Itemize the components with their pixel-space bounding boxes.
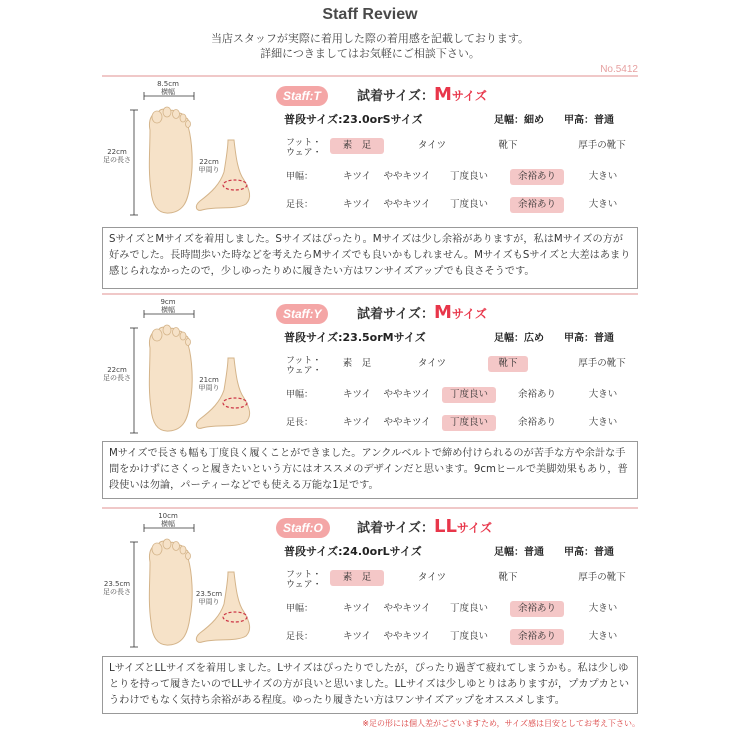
usual-size: 普段サイズ:24.0orLサイズ bbox=[284, 545, 422, 558]
length-option: 丁度良い bbox=[449, 199, 488, 210]
divider bbox=[102, 507, 638, 509]
staff-section bbox=[102, 298, 638, 443]
divider bbox=[102, 293, 638, 295]
foot-width: 足幅：普通 bbox=[494, 547, 544, 558]
girth-label: 23.5cm 甲周り bbox=[195, 590, 223, 606]
footwear-option: 厚手の靴下 bbox=[578, 358, 626, 369]
instep-label: 甲幅： bbox=[286, 604, 314, 614]
instep-height: 甲高：普通 bbox=[564, 547, 614, 558]
usual-size: 普段サイズ:23.5orMサイズ bbox=[284, 331, 426, 344]
girth-label: 21cm 甲周り bbox=[198, 376, 220, 392]
trial-size: 試着サイズ：LLサイズ bbox=[357, 516, 492, 537]
length-option: キツイ bbox=[342, 417, 372, 428]
footwear-option: 厚手の靴下 bbox=[578, 572, 626, 583]
instep-label: 甲幅： bbox=[286, 390, 314, 400]
staff-comment: SサイズとMサイズを着用しました。Sサイズはぴったり。Mサイズは少し余裕がありますが，私はMサイズの方が好みでした。長時間歩いた時などを考えたらMサイズでも良いかもしれません。MサイズもSサイズと大差はあまり感じられなかったので，少しゆったりめに履きたい方はワンサイズアップでも良さそうです。 bbox=[102, 227, 638, 289]
footwear-option: 靴下 bbox=[488, 356, 528, 372]
instep-option: 丁度良い bbox=[449, 603, 488, 614]
length-option: 余裕あり bbox=[517, 417, 556, 428]
footwear-option: 靴下 bbox=[498, 572, 518, 583]
length-option: 余裕あり bbox=[510, 197, 564, 213]
usual-size: 普段サイズ:23.0orSサイズ bbox=[284, 113, 423, 126]
staff-section bbox=[102, 80, 638, 225]
foot-length-label: 22cm 足の長さ bbox=[103, 366, 131, 382]
staff-badge: Staff:Y bbox=[276, 304, 328, 324]
length-option: キツイ bbox=[342, 631, 372, 642]
instep-option: 大きい bbox=[588, 171, 618, 182]
item-number: No.5412 bbox=[600, 64, 638, 75]
instep-option: ややキツイ bbox=[383, 171, 431, 182]
instep-option: 余裕あり bbox=[510, 601, 564, 617]
instep-option: 余裕あり bbox=[510, 169, 564, 185]
footwear-option: 靴下 bbox=[498, 140, 518, 151]
instep-option: ややキツイ bbox=[383, 603, 431, 614]
foot-width: 足幅：細め bbox=[494, 115, 544, 126]
trial-size: 試着サイズ：Mサイズ bbox=[357, 302, 487, 323]
foot-width-label: 9cm 横幅 bbox=[160, 298, 176, 314]
footwear-label: フット・ウェア・ bbox=[286, 138, 322, 158]
instep-option: キツイ bbox=[342, 389, 372, 400]
instep-option: ややキツイ bbox=[383, 389, 431, 400]
length-option: 丁度良い bbox=[442, 415, 496, 431]
foot-width-label: 8.5cm 横幅 bbox=[157, 80, 179, 96]
length-option: 大きい bbox=[588, 417, 618, 428]
footwear-label: フット・ウェア・ bbox=[286, 570, 322, 590]
intro-line-2: 詳細につきましてはお気軽にご相談下さい。 bbox=[260, 47, 480, 60]
instep-option: 大きい bbox=[588, 603, 618, 614]
length-option: 大きい bbox=[588, 631, 618, 642]
length-label: 足長： bbox=[286, 200, 314, 210]
foot-length-label: 22cm 足の長さ bbox=[103, 148, 131, 164]
length-option: 大きい bbox=[588, 199, 618, 210]
instep-option: キツイ bbox=[342, 603, 372, 614]
length-option: 丁度良い bbox=[449, 631, 488, 642]
instep-option: 余裕あり bbox=[517, 389, 556, 400]
girth-label: 22cm 甲周り bbox=[198, 158, 220, 174]
length-option: ややキツイ bbox=[383, 631, 431, 642]
divider bbox=[102, 75, 638, 77]
staff-comment: LサイズとLLサイズを着用しました。Lサイズはぴったりでしたが，ぴったり過ぎて疲れてしまうかも。私は少しゆとりを持って履きたいのでLLサイズの方が良いと思いました。LLサイズは少しゆとりはありますが，プカプカというわけでもなく気持ち余裕がある程度。ゆったり履きたい方はワンサイズアップをオススメします。 bbox=[102, 656, 638, 714]
foot-width-label: 10cm 横幅 bbox=[158, 512, 178, 528]
instep-label: 甲幅： bbox=[286, 172, 314, 182]
length-option: キツイ bbox=[342, 199, 372, 210]
length-option: ややキツイ bbox=[383, 199, 431, 210]
footwear-option: 素 足 bbox=[342, 358, 372, 369]
staff-section bbox=[102, 512, 638, 657]
foot-measure-area bbox=[102, 80, 272, 220]
length-label: 足長： bbox=[286, 632, 314, 642]
intro-line-1: 当店スタッフが実際に着用した際の着用感を記載しております。 bbox=[210, 32, 530, 45]
footer-note: ※足の形には個人差がございますため，サイズ感は目安としてお考え下さい。 bbox=[362, 719, 640, 728]
instep-option: キツイ bbox=[342, 171, 372, 182]
foot-measure-area bbox=[102, 298, 272, 438]
footwear-label: フット・ウェア・ bbox=[286, 356, 322, 376]
page-title: Staff Review bbox=[322, 6, 418, 23]
staff-badge: Staff:O bbox=[276, 518, 330, 538]
instep-option: 丁度良い bbox=[449, 171, 488, 182]
length-label: 足長： bbox=[286, 418, 314, 428]
trial-size: 試着サイズ：Mサイズ bbox=[357, 84, 487, 105]
length-option: ややキツイ bbox=[383, 417, 431, 428]
staff-badge: Staff:T bbox=[276, 86, 328, 106]
footwear-option: 素 足 bbox=[330, 138, 384, 154]
footwear-option: 厚手の靴下 bbox=[578, 140, 626, 151]
foot-width: 足幅：広め bbox=[494, 333, 544, 344]
footwear-option: タイツ bbox=[417, 358, 447, 369]
instep-height: 甲高：普通 bbox=[564, 333, 614, 344]
footwear-option: タイツ bbox=[417, 572, 447, 583]
instep-option: 大きい bbox=[588, 389, 618, 400]
footwear-option: 素 足 bbox=[330, 570, 384, 586]
footwear-option: タイツ bbox=[417, 140, 447, 151]
foot-measure-area bbox=[102, 512, 272, 652]
length-option: 余裕あり bbox=[510, 629, 564, 645]
foot-length-label: 23.5cm 足の長さ bbox=[103, 580, 131, 596]
staff-comment: Mサイズで長さも幅も丁度良く履くことができました。アンクルベルトで締め付けられるのが苦手な方や余計な手間をかけずにさくっと履きたいという方にはオススメのデザインだと思います。9cmヒールで美脚効果もあり，普段使いは勿論，パーティーなどでも使える万能な1足です。 bbox=[102, 441, 638, 499]
instep-option: 丁度良い bbox=[442, 387, 496, 403]
instep-height: 甲高：普通 bbox=[564, 115, 614, 126]
